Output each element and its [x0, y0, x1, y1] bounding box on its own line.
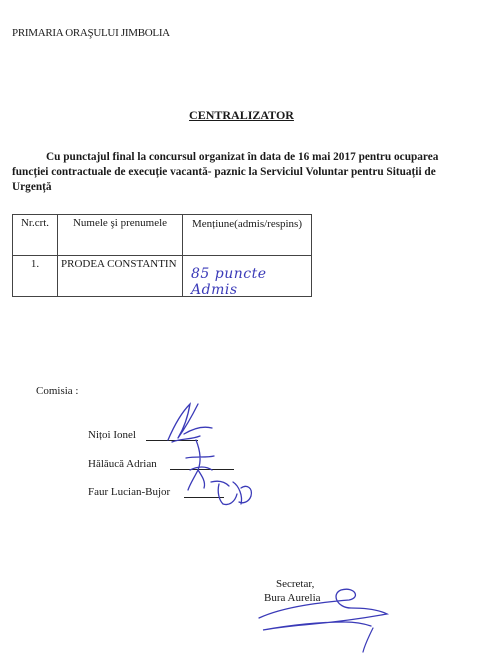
row-name: PRODEA CONSTANTIN: [58, 256, 183, 297]
signature-3-image: [205, 474, 265, 510]
intro-paragraph: Cu punctajul final la concursul organizat în data de 16 mai 2017 pentru ocuparea funcției contractuale de execuție vacantă- paznic la Serviciul Voluntar pentru Situații de Urgență: [12, 151, 439, 193]
row-mention: [183, 256, 312, 297]
commission-label: Comisia :: [36, 385, 79, 397]
results-table: [12, 214, 312, 297]
column-header-name: Numele şi prenumele: [58, 215, 183, 256]
member-1-name: Nițoi Ionel: [88, 429, 136, 441]
secretary-name: Bura Aurelia: [264, 592, 321, 604]
column-header-nr: Nr.crt.: [13, 215, 58, 256]
institution-header: PRIMARIA ORAŞULUI JIMBOLIA: [12, 27, 170, 39]
table-header-row: [13, 215, 312, 256]
member-3-name: Faur Lucian-Bujor: [88, 486, 171, 498]
member-2-name: Hălăucă Adrian: [88, 458, 157, 470]
handwritten-mention: 85 puncte Admis: [191, 266, 267, 298]
table-row: [13, 256, 312, 297]
secretary-label: Secretar,: [276, 578, 315, 590]
row-nr: 1.: [13, 256, 58, 297]
document-title: CENTRALIZATOR: [189, 108, 294, 122]
secretary-signature-image: [255, 582, 395, 654]
column-header-mention: Mențiune(admis/respins): [183, 215, 312, 256]
